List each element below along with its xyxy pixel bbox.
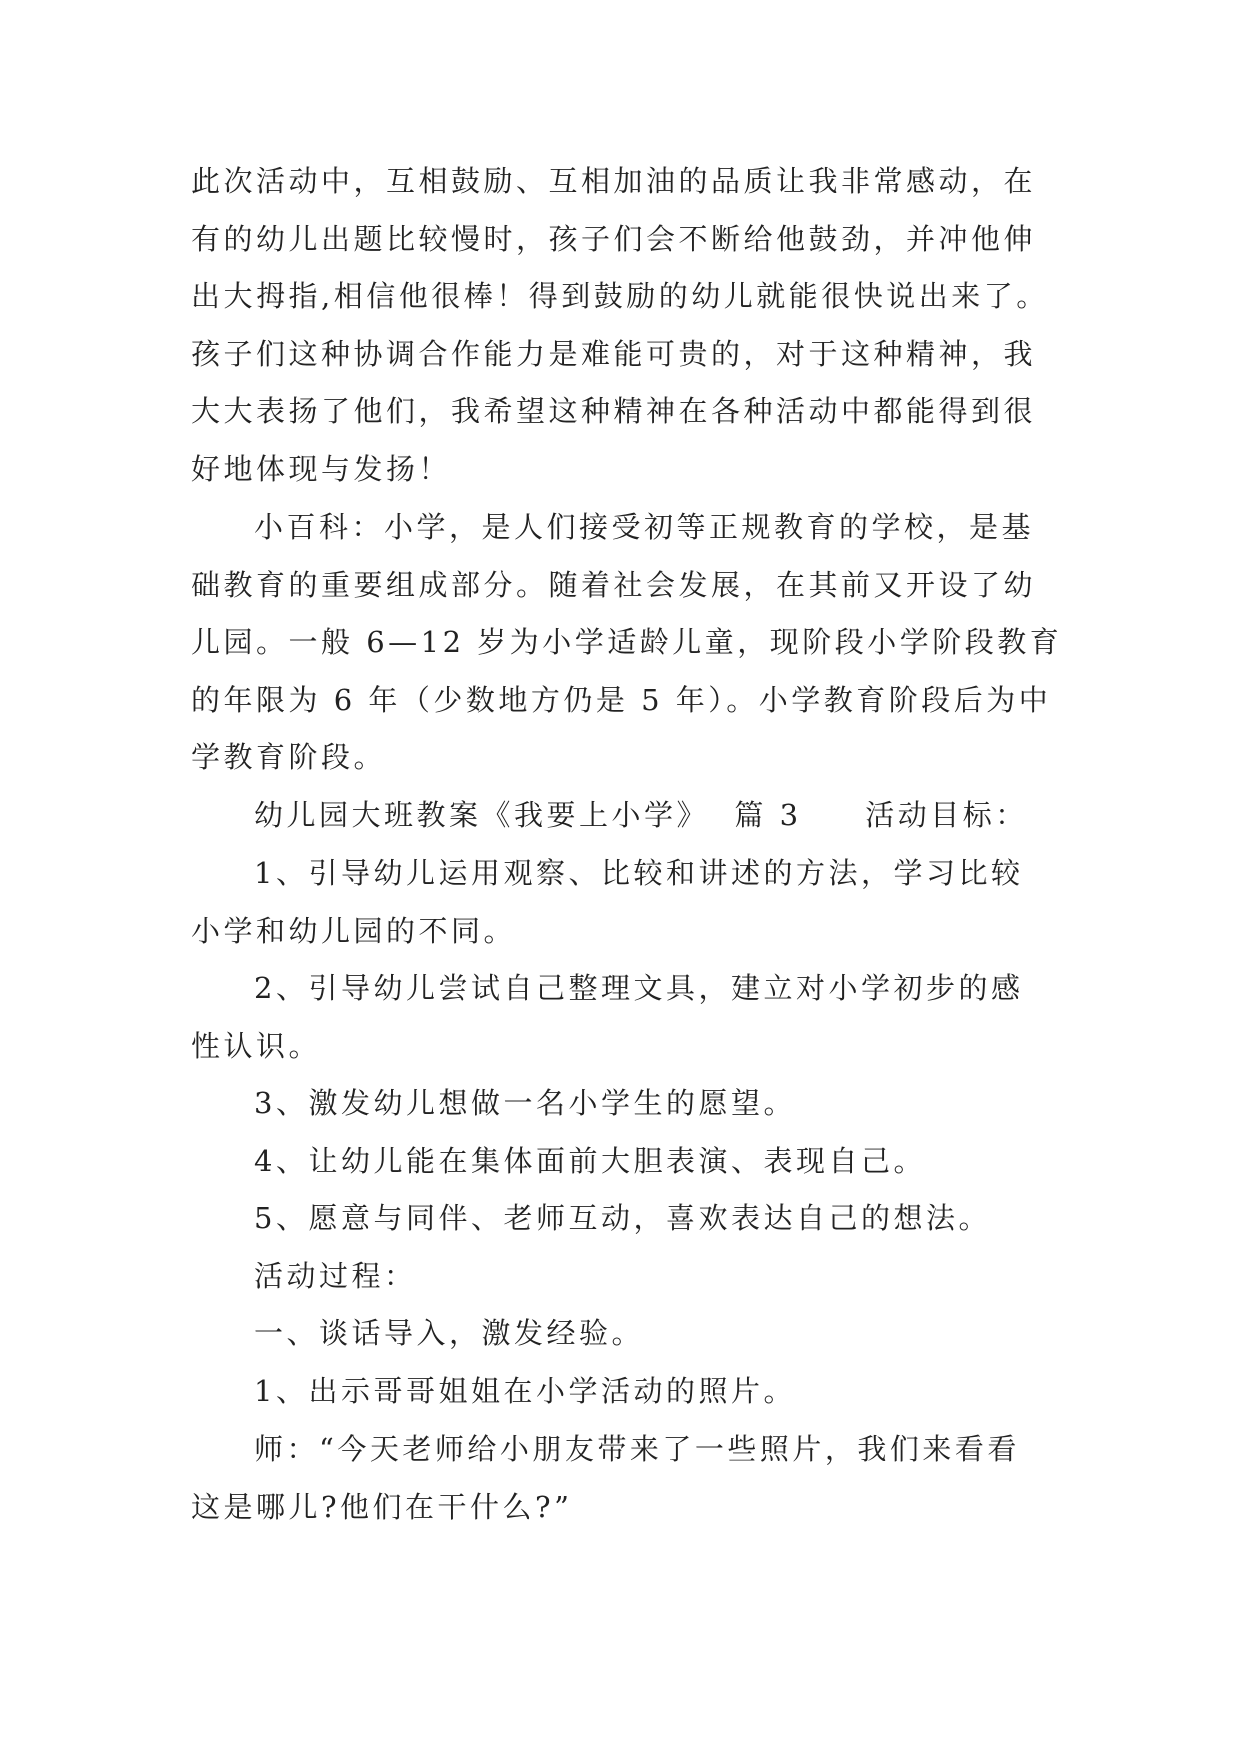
text-line: 幼儿园大班教案《我要上小学》 篇 3 活动目标： — [254, 798, 1028, 832]
text-line: 学教育阶段。 — [191, 740, 387, 775]
text-line: 这是哪儿?他们在干什么?” — [191, 1489, 573, 1524]
text-line: 出大拇指,相信他很棒！得到鼓励的幼儿就能很快说出来了。 — [191, 279, 1049, 314]
teacher-dialogue — [191, 1421, 1071, 1536]
section-heading — [191, 787, 1071, 845]
text-line: 小学和幼儿园的不同。 — [191, 913, 517, 948]
text-line: 有的幼儿出题比较慢时，孩子们会不断给他鼓劲，并冲他伸 — [191, 221, 1037, 256]
text-line: 小百科：小学，是人们接受初等正规教育的学校，是基 — [254, 510, 1035, 544]
goal-item-5 — [191, 1190, 1071, 1248]
text-line: 好地体现与发扬！ — [191, 451, 452, 486]
text-line: 4、让幼儿能在集体面前大胆表演、表现自己。 — [254, 1144, 926, 1178]
text-line: 大大表扬了他们，我希望这种精神在各种活动中都能得到很 — [191, 394, 1037, 429]
text-line: 师：“今天老师给小朋友带来了一些照片，我们来看看 — [254, 1432, 1020, 1466]
encyclopedia-paragraph — [191, 499, 1071, 787]
text-line: 一、谈话导入，激发经验。 — [254, 1316, 645, 1350]
text-line: 此次活动中，互相鼓励、互相加油的品质让我非常感动，在 — [191, 164, 1037, 198]
text-line: 的年限为 6 年（少数地方仍是 5 年）。小学教育阶段后为中 — [191, 682, 1052, 717]
body-paragraph — [191, 153, 1071, 499]
process-step-heading — [191, 1305, 1071, 1363]
text-line: 孩子们这种协调合作能力是难能可贵的，对于这种精神，我 — [191, 336, 1037, 371]
text-line: 性认识。 — [191, 1028, 322, 1063]
goal-item-4 — [191, 1133, 1071, 1191]
text-line: 1、出示哥哥姐姐在小学活动的照片。 — [254, 1374, 796, 1408]
text-line: 3、激发幼儿想做一名小学生的愿望。 — [254, 1086, 796, 1120]
text-line: 儿园。一般 6—12 岁为小学适龄儿童，现阶段小学阶段教育 — [191, 625, 1063, 660]
text-line: 活动过程： — [254, 1259, 417, 1293]
text-line: 5、愿意与同伴、老师互动，喜欢表达自己的想法。 — [254, 1201, 991, 1235]
text-line: 1、引导幼儿运用观察、比较和讲述的方法，学习比较 — [254, 856, 1024, 890]
goal-item-1 — [191, 845, 1071, 960]
text-line: 础教育的重要组成部分。随着社会发展，在其前又开设了幼 — [191, 567, 1037, 602]
goal-item-3 — [191, 1075, 1071, 1133]
process-heading — [191, 1248, 1071, 1306]
process-item-1 — [191, 1363, 1071, 1421]
goal-item-2 — [191, 960, 1071, 1075]
text-line: 2、引导幼儿尝试自己整理文具，建立对小学初步的感 — [254, 971, 1024, 1005]
